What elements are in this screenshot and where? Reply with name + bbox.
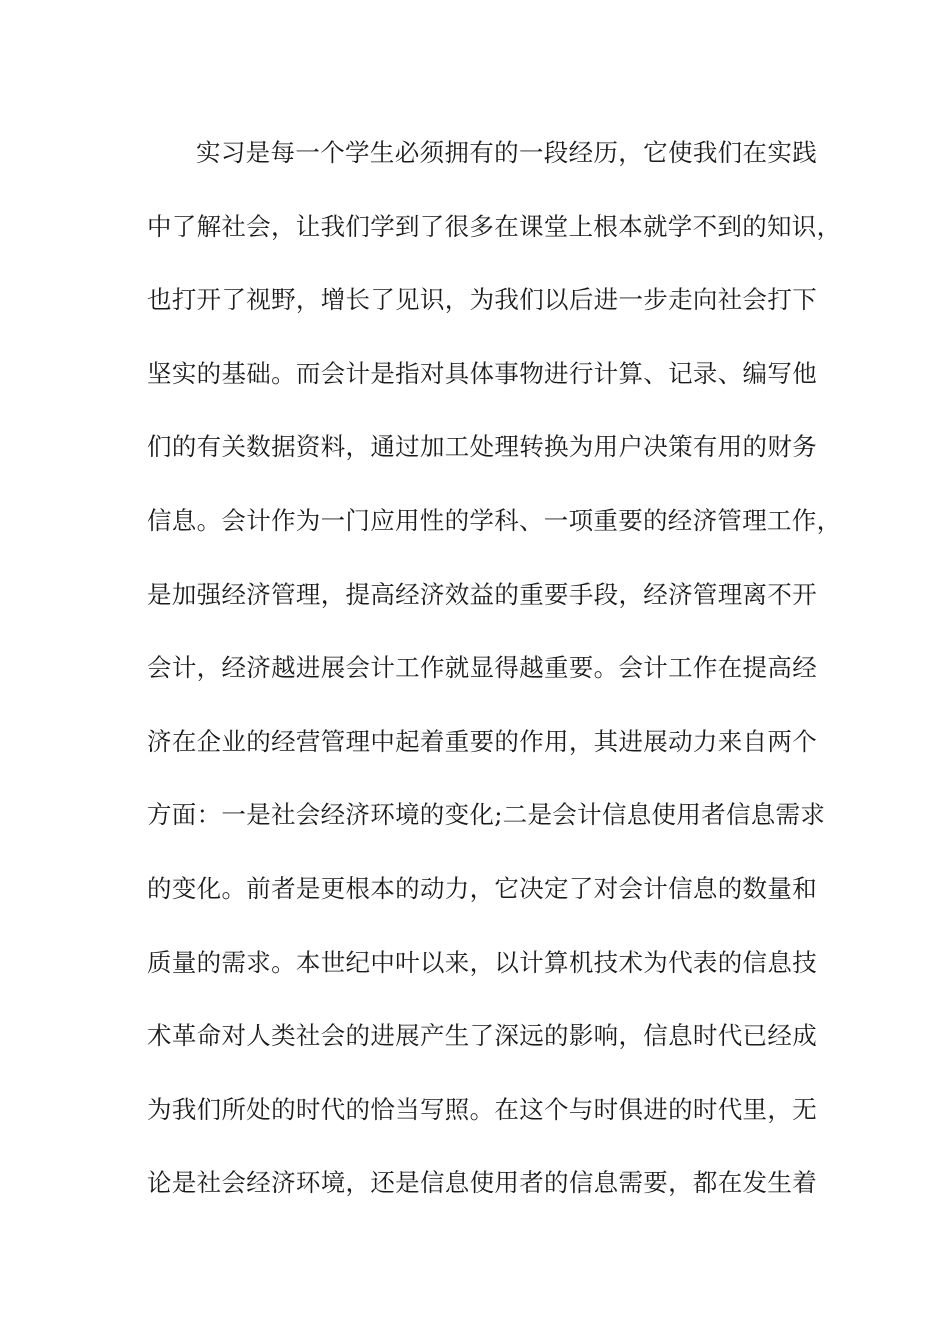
paragraph-line-9: 济在企业的经营管理中起着重要的作用，其进展动力来自两个: [147, 726, 817, 756]
paragraph-line-5: 们的有关数据资料，通过加工处理转换为用户决策有用的财务: [147, 432, 817, 462]
paragraph-line-3: 也打开了视野，增长了见识，为我们以后进一步走向社会打下: [147, 285, 817, 315]
paragraph-line-15: 论是社会经济环境，还是信息使用者的信息需要，都在发生着: [147, 1168, 817, 1198]
paragraph-line-13: 术革命对人类社会的进展产生了深远的影响，信息时代已经成: [147, 1021, 817, 1051]
body-paragraph: [147, 134, 842, 1238]
paragraph-line-4: 坚实的基础。而会计是指对具体事物进行计算、记录、编写他: [147, 358, 817, 388]
paragraph-line-10: 方面：一是社会经济环境的变化;二是会计信息使用者信息需求: [147, 800, 826, 830]
paragraph-line-1: 实习是每一个学生必须拥有的一段经历，它使我们在实践: [196, 138, 817, 167]
paragraph-line-2: 中了解社会，让我们学到了很多在课堂上根本就学不到的知识，: [147, 211, 842, 241]
paragraph-line-6: 信息。会计作为一门应用性的学科、一项重要的经济管理工作，: [147, 505, 842, 535]
paragraph-line-8: 会计，经济越进展会计工作就显得越重要。会计工作在提高经: [147, 653, 817, 683]
paragraph-line-12: 质量的需求。本世纪中叶以来，以计算机技术为代表的信息技: [147, 947, 817, 977]
paragraph-line-7: 是加强经济管理，提高经济效益的重要手段，经济管理离不开: [147, 579, 817, 609]
paragraph-line-14: 为我们所处的时代的恰当写照。在这个与时俱进的时代里，无: [147, 1094, 817, 1124]
paragraph-line-11: 的变化。前者是更根本的动力，它决定了对会计信息的数量和: [147, 873, 817, 903]
